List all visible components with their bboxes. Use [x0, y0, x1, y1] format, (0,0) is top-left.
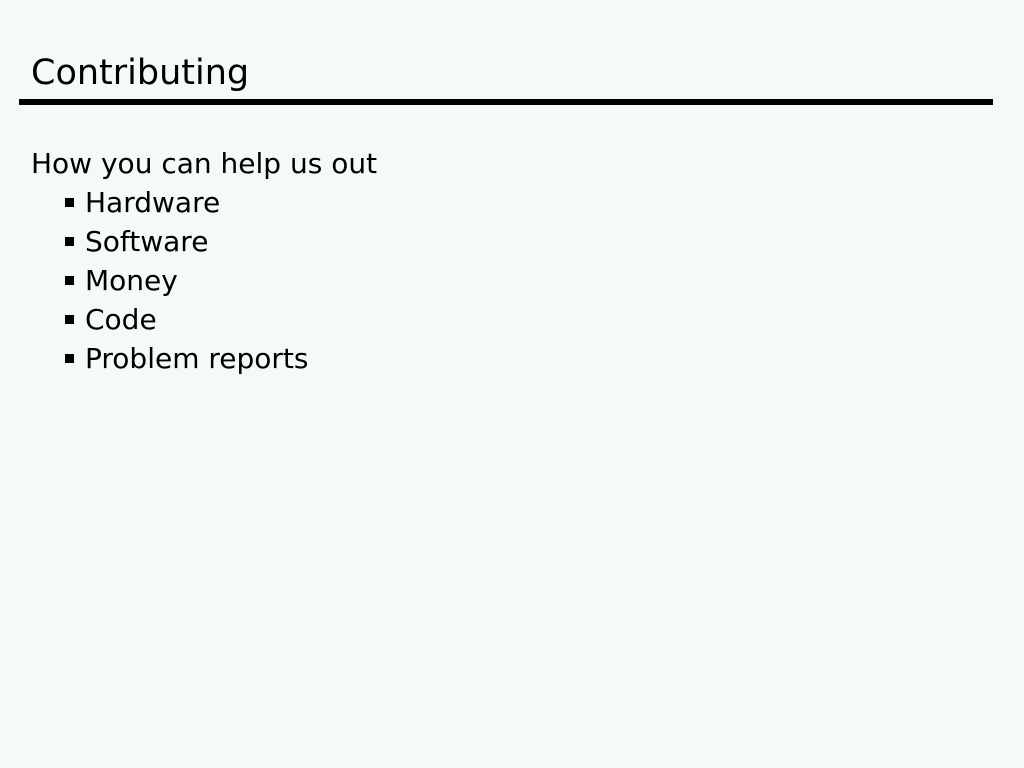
bullet-item-label: Software — [85, 225, 209, 258]
bullet-item-label: Hardware — [85, 186, 221, 219]
bullet-item — [31, 339, 377, 378]
slide-body — [31, 144, 377, 378]
bullet-list — [31, 183, 377, 378]
square-bullet-icon — [65, 276, 74, 285]
bullet-item-label: Money — [85, 264, 178, 297]
bullet-item — [31, 300, 377, 339]
bullet-item — [31, 183, 377, 222]
bullet-item — [31, 222, 377, 261]
square-bullet-icon — [65, 237, 74, 246]
square-bullet-icon — [65, 198, 74, 207]
slide-title: Contributing — [31, 53, 250, 93]
square-bullet-icon — [65, 315, 74, 324]
bullet-item-label: Code — [85, 303, 157, 336]
title-underline-rule — [19, 99, 993, 105]
bullet-item-label: Problem reports — [85, 342, 309, 375]
square-bullet-icon — [65, 354, 74, 363]
slide-heading: How you can help us out — [31, 147, 378, 180]
bullet-item — [31, 261, 377, 300]
